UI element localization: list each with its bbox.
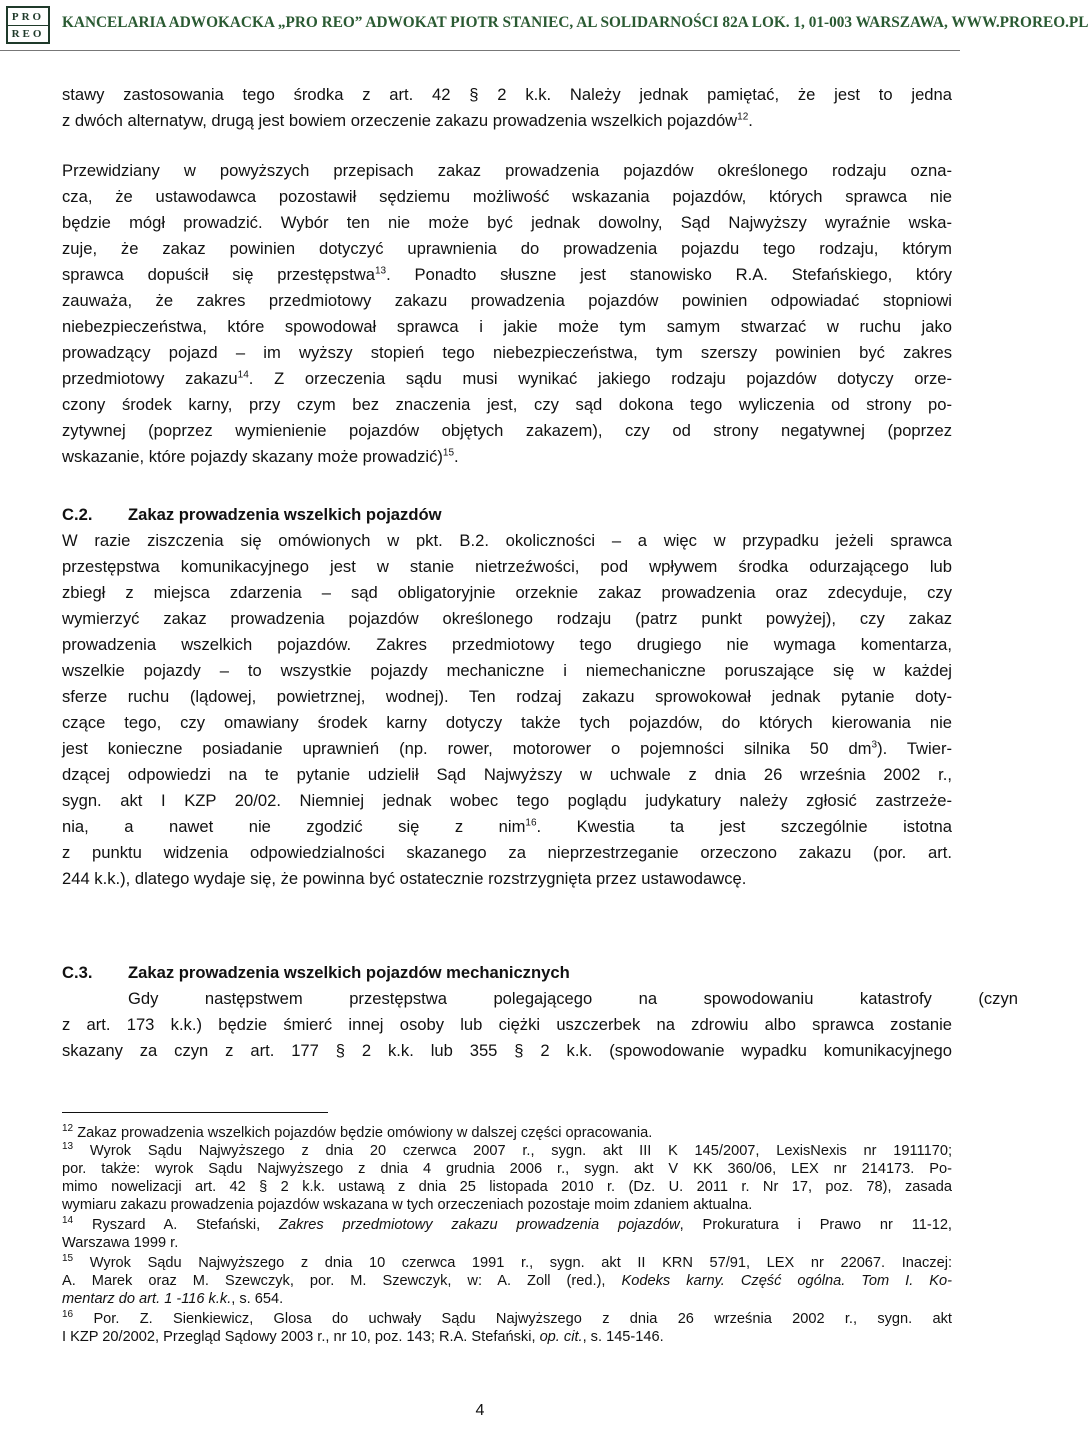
line-text: z dwóch alternatyw, drugą jest bowiem orzeczenie zakazu prowadzenia wszelkich pojazdów <box>62 111 738 130</box>
body-line <box>62 316 952 338</box>
footnote-text: mimo nowelizacji art. 42 § 2 k.k. ustawą z dnia 25 listopada 2010 r. (Dz. U. 2011 r. Nr 17, poz. 78), zasada <box>62 1179 952 1195</box>
line-text: zauważa, że zakres przedmiotowy zakazu prowadzenia pojazdów powinien odpowiadać stopniowi <box>62 291 952 310</box>
section-title: Zakaz prowadzenia wszelkich pojazdów mechanicznych <box>128 963 570 982</box>
body-line <box>62 420 952 442</box>
footnote-text: Zakaz prowadzenia wszelkich pojazdów będzie omówiony w dalszej części opracowania. <box>77 1125 653 1141</box>
line-text: sferze ruchu (lądowej, powietrznej, wodnej). Ten rodzaj zakazu sprowokował jednak pytanie doty- <box>62 687 952 706</box>
body-line <box>62 660 952 682</box>
line-text: dzącej odpowiedzi na te pytanie udzielił Sąd Najwyższy w uchwale z dnia 26 września 2002 r., <box>62 765 952 784</box>
footnote-number: 12 <box>62 1123 74 1135</box>
body-line <box>62 634 952 656</box>
line-text: przedmiotowy zakazu <box>62 369 238 388</box>
footnote-text: op. cit. <box>539 1329 583 1345</box>
body-line <box>62 530 952 552</box>
body-line <box>62 342 952 364</box>
body-line <box>62 212 952 234</box>
footnote-line <box>62 1254 952 1272</box>
body-line <box>62 764 952 786</box>
line-text: wymierzyć zakaz prowadzenia pojazdów określonego rodzaju (patrz punkt powyżej), czy zakaz <box>62 609 952 628</box>
footnote-line <box>62 1328 952 1346</box>
line-text: nia, a nawet nie zgodzić się z nim <box>62 817 526 836</box>
section-number: C.3. <box>62 963 93 982</box>
line-text: cza, że ustawodawca pozostawił sędziemu możliwość wskazania pojazdów, których sprawca nie <box>62 187 952 206</box>
line-text: . Ponadto słuszne jest stanowisko R.A. Stefańskiego, który <box>386 265 952 284</box>
footnote-text: mentarz do art. 1 -116 k.k. <box>62 1291 232 1307</box>
body-line <box>62 842 952 864</box>
letterhead-text: KANCELARIA ADWOKACKA „PRO REO” ADWOKAT PIOTR STANIEC, AL SOLIDARNOŚCI 82A LOK. 1, 01-003 WARSZAWA, WWW.PROREO.PL <box>62 14 1088 31</box>
body-line <box>62 988 1018 1010</box>
body-line <box>62 608 952 630</box>
footnote-line <box>62 1124 952 1142</box>
footnote-line <box>62 1290 952 1308</box>
body-line <box>62 686 952 708</box>
body-line <box>62 582 952 604</box>
body-line <box>62 84 952 106</box>
body-line <box>62 738 952 760</box>
line-text: wskazanie, które pojazdy skazany może prowadzić) <box>62 447 443 466</box>
line-text: ). Twier- <box>877 739 952 758</box>
body-line <box>62 290 952 312</box>
body-line <box>62 446 952 468</box>
body-line <box>62 160 952 182</box>
line-text: prowadzenia wszelkich pojazdów. Zakres przedmiotowy tego drugiego nie wymaga komentarza, <box>62 635 952 654</box>
footnote-text: wymiaru zakazu prowadzenia pojazdów wskazana w tych orzeczeniach pozostaje moim zdaniem aktualna. <box>62 1197 753 1213</box>
footnote-number: 16 <box>62 1309 74 1321</box>
body-line <box>62 1040 952 1062</box>
footnote-text: Por. Z. Sienkiewicz, Glosa do uchwały Sądu Najwyższego z dnia 26 września 2002 r., sygn. akt <box>93 1311 952 1327</box>
section-number: C.2. <box>62 505 93 524</box>
line-text: wszelkie pojazdy – to wszystkie pojazdy mechaniczne i niemechaniczne poruszające się w każdej <box>62 661 952 680</box>
line-text: skazany za czyn z art. 177 § 2 k.k. lub 355 § 2 k.k. (spowodowanie wypadku komunikacyjnego <box>62 1041 952 1060</box>
footnote-line <box>62 1178 952 1196</box>
line-text: sprawca dopuścił się przestępstwa <box>62 265 375 284</box>
footnote-line <box>62 1160 952 1178</box>
footnote-ref: 15 <box>442 447 455 459</box>
body-line <box>62 368 952 390</box>
line-text: czony środek karny, przy czym bez znaczenia jest, czy sąd dokona tego wyliczenia od strony po- <box>62 395 952 414</box>
body-line <box>62 712 952 734</box>
line-text: 244 k.k.), dlatego wydaje się, że powinna być ostatecznie rozstrzygnięta przez ustawodawcę. <box>62 869 747 888</box>
footnote-text: Kodeks karny. Część ogólna. Tom I. Ko- <box>621 1273 952 1289</box>
footnote-ref: 3 <box>871 739 878 751</box>
body-line <box>62 110 952 132</box>
footnote-line <box>62 1234 952 1252</box>
page-number: 4 <box>475 1402 485 1419</box>
line-text: niebezpieczeństwa, które spowodował sprawca i jakie może tym samym stwarzać w ruchu jako <box>62 317 952 336</box>
footnote-ref: 14 <box>237 369 249 381</box>
line-text: . Z orzeczenia sądu musi wynikać jakiego rodzaju pojazdów dotyczy orze- <box>248 369 953 388</box>
line-text: Przewidziany w powyższych przepisach zakaz prowadzenia pojazdów określonego rodzaju ozna- <box>62 161 952 180</box>
kancelaria-logo <box>6 6 50 44</box>
footnote-text: por. także: wyrok Sądu Najwyższego z dnia 4 grudnia 2006 r., sygn. akt V KK 360/06, LEX nr 214173. Po- <box>62 1161 952 1177</box>
footnote-line <box>62 1310 952 1328</box>
section-title: Zakaz prowadzenia wszelkich pojazdów <box>128 505 442 524</box>
footnote-number: 13 <box>62 1141 74 1153</box>
line-text: W razie ziszczenia się omówionych w pkt. B.2. okoliczności – a więc w przypadku jeżeli sprawca <box>62 531 952 550</box>
line-text: będzie mógł prowadzić. Wybór ten nie może być jednak dowolny, Sąd Najwyższy wyraźnie wska- <box>62 213 952 232</box>
line-text: z art. 173 k.k.) będzie śmierć innej osoby lub ciężki uszczerbek na zdrowiu albo sprawca zostanie <box>62 1015 952 1034</box>
section-heading <box>62 962 952 984</box>
footnote-ref: 13 <box>375 265 387 277</box>
line-text: jest konieczne posiadanie uprawnień (np. rower, motorower o pojemności silnika 50 dm <box>62 739 872 758</box>
footnote-text: I KZP 20/2002, Przegląd Sądowy 2003 r., nr 10, poz. 143; R.A. Stefański, <box>62 1329 540 1345</box>
footnote-number: 14 <box>62 1215 74 1227</box>
header-divider <box>0 50 960 51</box>
line-text: zbiegł z miejsca zdarzenia – sąd obligatoryjnie orzeknie zakaz prowadzenia oraz zdecyduje, czy <box>62 583 952 602</box>
footnote-text: Wyrok Sądu Najwyższego z dnia 10 czerwca 1991 r., sygn. akt II KRN 57/91, LEX nr 22067. Inaczej: <box>89 1255 953 1271</box>
footnote-divider <box>62 1112 328 1113</box>
body-line <box>62 238 952 260</box>
line-text: przestępstwa komunikacyjnego jest w stanie nietrzeźwości, pod wpływem środka odurzającego lub <box>62 557 952 576</box>
logo-top-text: PRO <box>8 8 48 26</box>
body-line <box>62 816 952 838</box>
footnote-line <box>62 1216 952 1234</box>
line-text: sygn. akt I KZP 20/02. Niemniej jednak wobec tego poglądu judykatury należy zgłosić zastrzeże- <box>62 791 952 810</box>
footnote-ref: 16 <box>525 817 537 829</box>
line-text: zytywnej (poprzez wymienienie pojazdów objętych zakazem), czy od strony negatywnej (poprzez <box>62 421 952 440</box>
footnote-text: Zakres przedmiotowy zakazu prowadzenia pojazdów <box>279 1217 680 1233</box>
footnote-text: , Prokuratura i Prawo nr 11-12, <box>679 1217 952 1233</box>
line-text: . <box>454 447 459 466</box>
footnote-text: Warszawa 1999 r. <box>62 1235 179 1251</box>
body-line <box>62 790 952 812</box>
section-heading <box>62 504 952 526</box>
footnote-ref: 12 <box>737 111 749 123</box>
body-line <box>62 264 952 286</box>
footnote-line <box>62 1272 952 1290</box>
logo-bottom-text: REO <box>11 27 45 40</box>
line-text: stawy zastosowania tego środka z art. 42 § 2 k.k. Należy jednak pamiętać, że jest to jedna <box>62 85 952 104</box>
footnote-text: Ryszard A. Stefański, <box>91 1217 280 1233</box>
body-line <box>62 556 952 578</box>
footnote-text: A. Marek oraz M. Szewczyk, por. M. Szewczyk, w: A. Zoll (red.), <box>62 1273 622 1289</box>
body-line <box>62 1014 952 1036</box>
line-text: czące tego, czy omawiany środek karny dotyczy także tych pojazdów, do których kierowania nie <box>62 713 952 732</box>
body-line <box>62 394 952 416</box>
line-text: prowadzący pojazd – im wyższy stopień tego niebezpieczeństwa, tym szerszy powinien być zakres <box>62 343 952 362</box>
line-text: . Kwestia ta jest szczególnie istotna <box>536 817 952 836</box>
footnote-text: , s. 145-146. <box>582 1329 664 1345</box>
footnote-line <box>62 1196 952 1214</box>
footnote-number: 15 <box>62 1253 74 1265</box>
line-text: z punktu widzenia odpowiedzialności skazanego za nieprzestrzeganie orzeczono zakazu (por. art. <box>62 843 952 862</box>
footnote-line <box>62 1142 952 1160</box>
footnote-text: , s. 654. <box>231 1291 284 1307</box>
body-line <box>62 868 952 890</box>
footnote-text: Wyrok Sądu Najwyższego z dnia 20 czerwca 2007 r., sygn. akt III K 145/2007, LexisNexis nr 1911170; <box>89 1143 952 1159</box>
line-text: . <box>748 111 753 130</box>
line-text: zuje, że zakaz powinien dotyczyć uprawnienia do prowadzenia pojazdu tego rodzaju, którym <box>62 239 952 258</box>
line-text: Gdy następstwem przestępstwa polegającego na spowodowaniu katastrofy (czyn <box>128 989 1018 1008</box>
body-line <box>62 186 952 208</box>
